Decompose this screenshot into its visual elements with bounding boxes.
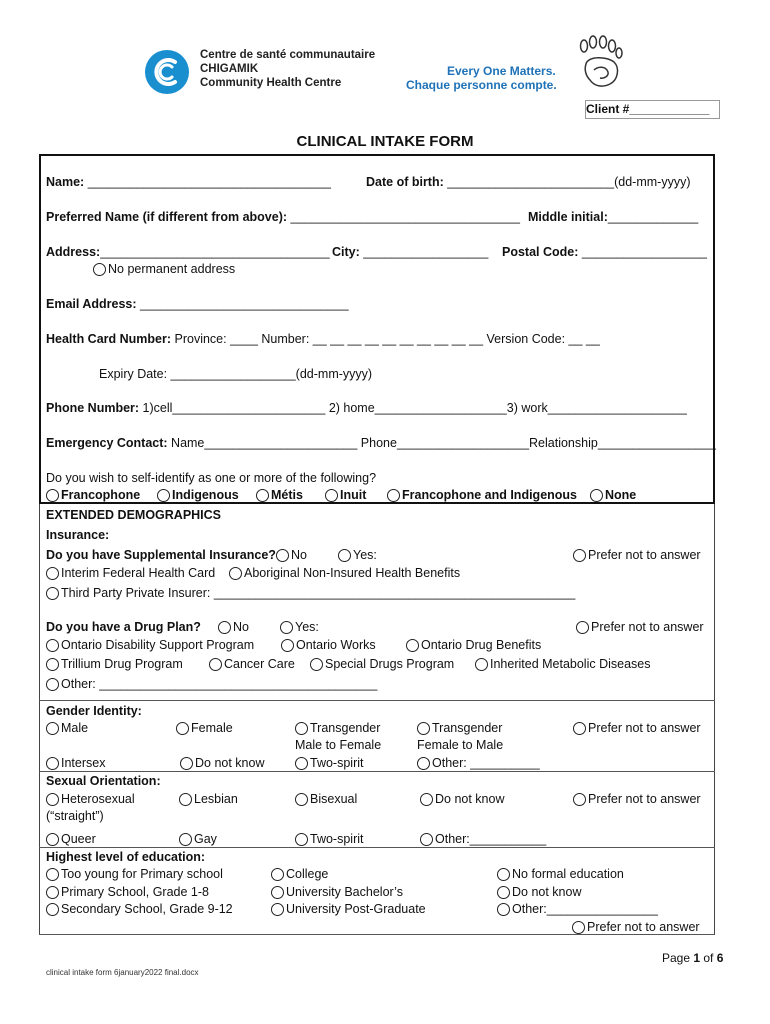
radio-button[interactable] bbox=[271, 868, 284, 881]
middle-initial-label: Middle initial: bbox=[528, 210, 608, 224]
drug-yes-option[interactable]: Yes: bbox=[280, 620, 319, 634]
slogan-french: Chaque personne compte. bbox=[406, 78, 557, 92]
emergency-row bbox=[46, 436, 716, 450]
radio-button[interactable] bbox=[420, 793, 433, 806]
dob-row bbox=[366, 175, 690, 189]
drug-prefer-not-option[interactable]: Prefer not to answer bbox=[576, 620, 704, 634]
radio-button[interactable] bbox=[310, 658, 323, 671]
radio-button[interactable] bbox=[46, 868, 59, 881]
radio-button[interactable] bbox=[46, 567, 59, 580]
orientation-prefer-not-option[interactable]: Prefer not to answer bbox=[573, 792, 701, 806]
slogan-english: Every One Matters. bbox=[447, 64, 556, 78]
radio-button[interactable] bbox=[256, 489, 269, 502]
drug-option-odb[interactable]: Ontario Drug Benefits bbox=[406, 638, 541, 652]
radio-button[interactable] bbox=[179, 833, 192, 846]
identity-option-none[interactable]: None bbox=[590, 488, 636, 502]
org-name-line1: Centre de santé communautaire bbox=[200, 49, 376, 61]
supplemental-insurance-question: Do you have Supplemental Insurance? bbox=[46, 548, 276, 562]
radio-button[interactable] bbox=[180, 757, 193, 770]
address-row bbox=[46, 245, 330, 259]
orientation-bisexual-option[interactable]: Bisexual bbox=[295, 792, 357, 806]
radio-button[interactable] bbox=[573, 722, 586, 735]
name-label: Name: bbox=[46, 175, 85, 189]
city-row bbox=[332, 245, 488, 259]
orientation-lesbian-option[interactable]: Lesbian bbox=[179, 792, 238, 806]
name-field[interactable]: ___________________________________ bbox=[84, 175, 332, 189]
email-label: Email Address: bbox=[46, 297, 137, 311]
radio-button[interactable] bbox=[46, 722, 59, 735]
insurance-label: Insurance: bbox=[46, 528, 110, 542]
orientation-queer-option[interactable]: Queer bbox=[46, 832, 96, 846]
orientation-hetero-option[interactable]: Heterosexual bbox=[46, 792, 135, 806]
radio-button[interactable] bbox=[573, 549, 586, 562]
interim-federal-option[interactable]: Interim Federal Health Card bbox=[46, 566, 215, 580]
edu-other-option[interactable]: Other:________________ bbox=[497, 902, 658, 916]
address-field[interactable]: _________________________________ bbox=[100, 245, 330, 259]
expiry-date-field[interactable]: Expiry Date: __________________(dd-mm-yyyy) bbox=[99, 367, 373, 381]
radio-button[interactable] bbox=[46, 886, 59, 899]
divider bbox=[39, 771, 715, 772]
gender-two-spirit-option[interactable]: Two-spirit bbox=[295, 756, 363, 770]
radio-button[interactable] bbox=[295, 722, 308, 735]
radio-button[interactable] bbox=[295, 793, 308, 806]
radio-button[interactable] bbox=[209, 658, 222, 671]
radio-button[interactable] bbox=[276, 549, 289, 562]
radio-button[interactable] bbox=[46, 658, 59, 671]
phone-label: Phone Number: bbox=[46, 401, 140, 415]
supp-prefer-not-option[interactable]: Prefer not to answer bbox=[573, 548, 701, 562]
identity-option-inuit[interactable]: Inuit bbox=[325, 488, 366, 502]
aboriginal-benefits-option[interactable]: Aboriginal Non-Insured Health Benefits bbox=[229, 566, 460, 580]
edu-college-option[interactable]: College bbox=[271, 867, 328, 881]
page-title: CLINICAL INTAKE FORM bbox=[296, 133, 474, 150]
radio-button[interactable] bbox=[46, 678, 59, 691]
radio-button[interactable] bbox=[576, 621, 589, 634]
gender-identity-label: Gender Identity: bbox=[46, 704, 142, 718]
radio-button[interactable] bbox=[475, 658, 488, 671]
radio-button[interactable] bbox=[93, 263, 106, 276]
gender-trans-fm-line2: Female to Male bbox=[417, 738, 504, 752]
emergency-fields[interactable]: Name______________________ Phone___________________Relationship_________________ bbox=[167, 436, 716, 450]
phone-row bbox=[46, 401, 687, 415]
edu-none-option[interactable]: No formal education bbox=[497, 867, 624, 881]
radio-button[interactable] bbox=[46, 903, 59, 916]
emergency-label: Emergency Contact: bbox=[46, 436, 168, 450]
radio-button[interactable] bbox=[295, 833, 308, 846]
identity-option-francophone[interactable]: Francophone bbox=[46, 488, 140, 502]
radio-button[interactable] bbox=[271, 903, 284, 916]
radio-button[interactable] bbox=[417, 757, 430, 770]
radio-button[interactable] bbox=[295, 757, 308, 770]
address-label: Address: bbox=[46, 245, 101, 259]
radio-button[interactable] bbox=[280, 621, 293, 634]
health-card-field[interactable]: Province: ____ Number: __ __ __ __ __ __ __ __ __ __ Version Code: __ __ bbox=[171, 332, 600, 346]
page-number: Page 1 of 6 bbox=[662, 951, 724, 965]
identity-option-metis[interactable]: Métis bbox=[256, 488, 303, 502]
gender-prefer-not-option[interactable]: Prefer not to answer bbox=[573, 721, 701, 735]
radio-button[interactable] bbox=[497, 886, 510, 899]
gender-trans-fm-option[interactable]: Transgender bbox=[417, 721, 502, 735]
gender-other-option[interactable]: Other: __________ bbox=[417, 756, 540, 770]
self-identify-question: Do you wish to self-identify as one or more of the following? bbox=[46, 471, 377, 485]
supp-yes-option[interactable]: Yes: bbox=[338, 548, 377, 562]
drug-option-trillium[interactable]: Trillium Drug Program bbox=[46, 657, 183, 671]
drug-option-ontario-works[interactable]: Ontario Works bbox=[281, 638, 376, 652]
gender-intersex-option[interactable]: Intersex bbox=[46, 756, 105, 770]
orientation-hetero-line2: (“straight”) bbox=[46, 809, 104, 823]
orientation-gay-option[interactable]: Gay bbox=[179, 832, 217, 846]
identity-option-francophone-indigenous[interactable]: Francophone and Indigenous bbox=[387, 488, 577, 502]
gender-male-option[interactable]: Male bbox=[46, 721, 88, 735]
radio-button[interactable] bbox=[176, 722, 189, 735]
postal-field[interactable]: __________________ bbox=[578, 245, 708, 259]
gender-trans-mf-line2: Male to Female bbox=[295, 738, 382, 752]
radio-button[interactable] bbox=[46, 489, 59, 502]
preferred-name-row bbox=[46, 210, 520, 224]
edu-primary-option[interactable]: Primary School, Grade 1-8 bbox=[46, 885, 209, 899]
email-field[interactable]: ______________________________ bbox=[136, 297, 349, 311]
edu-secondary-option[interactable]: Secondary School, Grade 9-12 bbox=[46, 902, 233, 916]
radio-button[interactable] bbox=[387, 489, 400, 502]
footer-filename: clinical intake form 6january2022 final.docx bbox=[46, 968, 199, 977]
drug-option-metabolic[interactable]: Inherited Metabolic Diseases bbox=[475, 657, 651, 671]
orientation-two-spirit-option[interactable]: Two-spirit bbox=[295, 832, 363, 846]
middle-initial-row bbox=[528, 210, 698, 224]
edu-bachelor-option[interactable]: University Bachelor’s bbox=[271, 885, 403, 899]
client-number-field[interactable]: Client #____________ bbox=[586, 102, 710, 116]
edu-too-young-option[interactable]: Too young for Primary school bbox=[46, 867, 223, 881]
radio-button[interactable] bbox=[179, 793, 192, 806]
org-name-line3: Community Health Centre bbox=[200, 77, 342, 89]
radio-button[interactable] bbox=[46, 757, 59, 770]
no-permanent-address-option[interactable]: No permanent address bbox=[93, 262, 235, 276]
radio-button[interactable] bbox=[46, 639, 59, 652]
divider bbox=[39, 934, 715, 935]
client-number-box bbox=[585, 100, 720, 119]
radio-button[interactable] bbox=[497, 903, 510, 916]
gender-do-not-know-option[interactable]: Do not know bbox=[180, 756, 264, 770]
radio-button[interactable] bbox=[497, 868, 510, 881]
radio-button[interactable] bbox=[420, 833, 433, 846]
drug-plan-question: Do you have a Drug Plan? bbox=[46, 620, 201, 634]
radio-button[interactable] bbox=[46, 833, 59, 846]
edu-do-not-know-option[interactable]: Do not know bbox=[497, 885, 581, 899]
divider bbox=[39, 700, 715, 701]
supp-no-option[interactable]: No bbox=[276, 548, 307, 562]
dob-label: Date of birth: bbox=[366, 175, 444, 189]
name-row bbox=[46, 175, 331, 189]
middle-initial-field[interactable]: _____________ bbox=[607, 210, 699, 224]
dob-field[interactable]: ________________________(dd-mm-yyyy) bbox=[443, 175, 691, 189]
radio-button[interactable] bbox=[417, 722, 430, 735]
gender-trans-mf-option[interactable]: Transgender bbox=[295, 721, 380, 735]
radio-button[interactable] bbox=[46, 587, 59, 600]
edu-postgrad-option[interactable]: University Post-Graduate bbox=[271, 902, 426, 916]
drug-option-cancer-care[interactable]: Cancer Care bbox=[209, 657, 295, 671]
preferred-name-field[interactable]: _________________________________ bbox=[287, 210, 520, 224]
radio-button[interactable] bbox=[46, 793, 59, 806]
preferred-name-label: Preferred Name (if different from above): bbox=[46, 210, 288, 224]
personal-info-box bbox=[39, 154, 715, 504]
bear-paw-icon bbox=[576, 34, 626, 92]
radio-button[interactable] bbox=[325, 489, 338, 502]
postal-row bbox=[502, 245, 707, 259]
radio-button[interactable] bbox=[590, 489, 603, 502]
radio-button[interactable] bbox=[157, 489, 170, 502]
chigamik-logo-icon bbox=[144, 49, 190, 95]
radio-button[interactable] bbox=[218, 621, 231, 634]
drug-option-special-drugs[interactable]: Special Drugs Program bbox=[310, 657, 454, 671]
postal-label: Postal Code: bbox=[502, 245, 579, 259]
gender-female-option[interactable]: Female bbox=[176, 721, 233, 735]
drug-option-odsp[interactable]: Ontario Disability Support Program bbox=[46, 638, 254, 652]
radio-button[interactable] bbox=[573, 793, 586, 806]
city-field[interactable]: __________________ bbox=[359, 245, 489, 259]
divider bbox=[39, 847, 715, 848]
radio-button[interactable] bbox=[229, 567, 242, 580]
radio-button[interactable] bbox=[271, 886, 284, 899]
phone-fields[interactable]: 1)cell______________________ 2) home___________________3) work____________________ bbox=[139, 401, 687, 415]
orientation-other-option[interactable]: Other:___________ bbox=[420, 832, 546, 846]
radio-button[interactable] bbox=[338, 549, 351, 562]
third-party-insurer-option[interactable]: Third Party Private Insurer: ____________________________________________________ bbox=[46, 586, 575, 600]
org-name-line2: CHIGAMIK bbox=[200, 63, 259, 75]
email-row bbox=[46, 297, 349, 311]
drug-option-other[interactable]: Other: ________________________________________ bbox=[46, 677, 377, 691]
radio-button[interactable] bbox=[406, 639, 419, 652]
edu-prefer-not-option[interactable]: Prefer not to answer bbox=[572, 920, 700, 934]
identity-option-indigenous[interactable]: Indigenous bbox=[157, 488, 239, 502]
sexual-orientation-label: Sexual Orientation: bbox=[46, 774, 161, 788]
radio-button[interactable] bbox=[572, 921, 585, 934]
health-card-label: Health Card Number: bbox=[46, 332, 172, 346]
city-label: City: bbox=[332, 245, 360, 259]
health-card-row bbox=[46, 332, 600, 346]
education-label: Highest level of education: bbox=[46, 850, 206, 864]
orientation-do-not-know-option[interactable]: Do not know bbox=[420, 792, 504, 806]
drug-no-option[interactable]: No bbox=[218, 620, 249, 634]
extended-heading: EXTENDED DEMOGRAPHICS bbox=[46, 508, 222, 522]
radio-button[interactable] bbox=[281, 639, 294, 652]
